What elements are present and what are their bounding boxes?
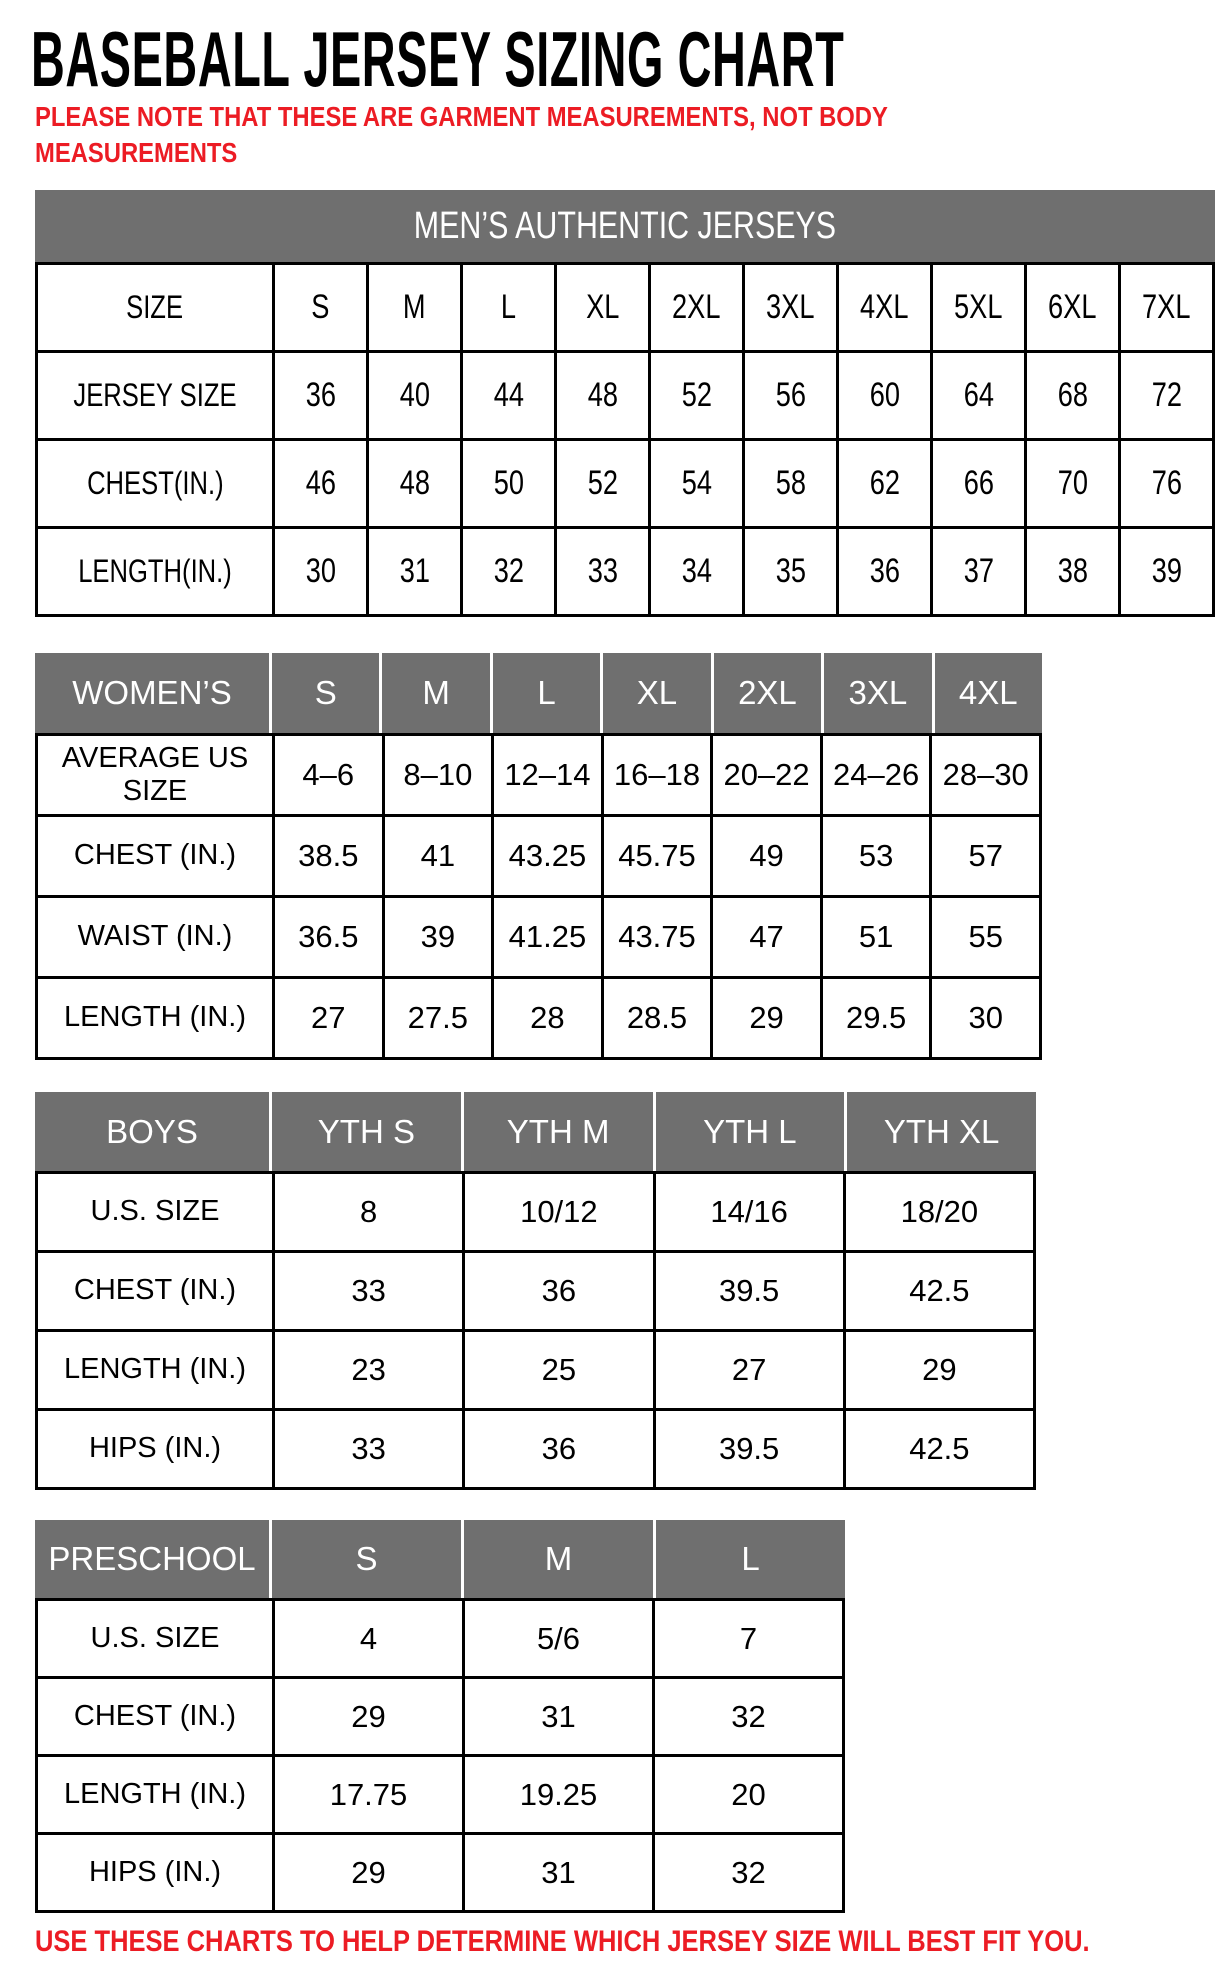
value-cell: 39.5 [656, 1253, 843, 1329]
header-cell: S [272, 1520, 461, 1598]
header-cell: 4XL [935, 653, 1042, 733]
value-cell: 30 [275, 529, 366, 614]
value-cell: XL [557, 265, 648, 350]
value-cell: 55 [932, 898, 1039, 976]
value-cell: 8–10 [385, 736, 492, 814]
value-cell: 19.25 [465, 1757, 652, 1832]
value-cell: M [369, 265, 460, 350]
value-cell: 56 [745, 353, 836, 438]
value-cell: 34 [651, 529, 742, 614]
row-label-cell: U.S. SIZE [38, 1601, 272, 1676]
value-cell: 41 [385, 817, 492, 895]
value-cell: 10/12 [465, 1174, 652, 1250]
boys-table-body [35, 1171, 1036, 1490]
header-cell: YTH M [464, 1092, 653, 1171]
row-label-cell: CHEST(IN.) [38, 441, 272, 526]
value-cell: 45.75 [604, 817, 711, 895]
value-cell: 38.5 [275, 817, 382, 895]
value-cell: 38 [1027, 529, 1118, 614]
row-label-cell: CHEST (IN.) [38, 1679, 272, 1754]
value-cell: 48 [557, 353, 648, 438]
value-cell: 30 [932, 979, 1039, 1057]
page-title [31, 15, 1220, 103]
row-label-cell: AVERAGE US SIZE [38, 736, 272, 814]
header-cell: XL [603, 653, 710, 733]
value-cell: 27 [275, 979, 382, 1057]
value-cell: 18/20 [846, 1174, 1033, 1250]
value-cell: 4–6 [275, 736, 382, 814]
value-cell: L [463, 265, 554, 350]
value-cell: 29.5 [823, 979, 930, 1057]
value-cell: 58 [745, 441, 836, 526]
value-cell: 33 [557, 529, 648, 614]
table-title-cell: WOMEN’S [35, 653, 269, 733]
value-cell: 39 [385, 898, 492, 976]
value-cell: 33 [275, 1411, 462, 1487]
value-cell: 54 [651, 441, 742, 526]
womens-sizing-table [35, 653, 1042, 1060]
value-cell: 7 [655, 1601, 842, 1676]
value-cell: 51 [823, 898, 930, 976]
value-cell: 16–18 [604, 736, 711, 814]
value-cell: 52 [557, 441, 648, 526]
header-cell: L [656, 1520, 845, 1598]
value-cell: 31 [465, 1679, 652, 1754]
value-cell: 32 [655, 1835, 842, 1910]
table-title-cell: MEN’S AUTHENTIC JERSEYS [35, 190, 1215, 262]
value-cell: 52 [651, 353, 742, 438]
row-label-cell: LENGTH(IN.) [38, 529, 272, 614]
value-cell: 36 [465, 1253, 652, 1329]
value-cell: 20 [655, 1757, 842, 1832]
header-cell: 3XL [824, 653, 931, 733]
value-cell: 49 [713, 817, 820, 895]
value-cell: 27 [656, 1332, 843, 1408]
value-cell: 76 [1121, 441, 1212, 526]
value-cell: 29 [275, 1835, 462, 1910]
value-cell: 28.5 [604, 979, 711, 1057]
value-cell: 36 [839, 529, 930, 614]
value-cell: 41.25 [494, 898, 601, 976]
value-cell: 17.75 [275, 1757, 462, 1832]
value-cell: 14/16 [656, 1174, 843, 1250]
value-cell: 25 [465, 1332, 652, 1408]
value-cell: 4 [275, 1601, 462, 1676]
garment-note-line-2: MEASUREMENTS [35, 137, 238, 168]
row-label-cell: JERSEY SIZE [38, 353, 272, 438]
value-cell: 2XL [651, 265, 742, 350]
value-cell: 72 [1121, 353, 1212, 438]
value-cell: 36 [275, 353, 366, 438]
table-title-cell: BOYS [35, 1092, 269, 1171]
header-cell: S [272, 653, 379, 733]
value-cell: 39 [1121, 529, 1212, 614]
value-cell: 64 [933, 353, 1024, 438]
value-cell: 40 [369, 353, 460, 438]
value-cell: 39.5 [656, 1411, 843, 1487]
value-cell: 50 [463, 441, 554, 526]
value-cell: 8 [275, 1174, 462, 1250]
row-label-cell: WAIST (IN.) [38, 898, 272, 976]
value-cell: 20–22 [713, 736, 820, 814]
value-cell: 47 [713, 898, 820, 976]
boys-table-header-row [35, 1092, 1036, 1171]
value-cell: 33 [275, 1253, 462, 1329]
value-cell: 37 [933, 529, 1024, 614]
header-cell: L [493, 653, 600, 733]
garment-note [35, 99, 1038, 171]
value-cell: 31 [369, 529, 460, 614]
table-title-cell: PRESCHOOL [35, 1520, 269, 1598]
value-cell: 32 [463, 529, 554, 614]
value-cell: 23 [275, 1332, 462, 1408]
value-cell: 46 [275, 441, 366, 526]
value-cell: 5XL [933, 265, 1024, 350]
boys-sizing-table [35, 1092, 1036, 1490]
preschool-table-header-row [35, 1520, 845, 1598]
row-label-cell: HIPS (IN.) [38, 1411, 272, 1487]
header-cell: YTH L [656, 1092, 845, 1171]
value-cell: 62 [839, 441, 930, 526]
value-cell: 7XL [1121, 265, 1212, 350]
mens-sizing-table [35, 190, 1215, 617]
value-cell: 42.5 [846, 1411, 1033, 1487]
value-cell: 57 [932, 817, 1039, 895]
value-cell: 60 [839, 353, 930, 438]
row-label-cell: LENGTH (IN.) [38, 979, 272, 1057]
value-cell: 32 [655, 1679, 842, 1754]
value-cell: 29 [846, 1332, 1033, 1408]
row-label-cell: HIPS (IN.) [38, 1835, 272, 1910]
row-label-cell: CHEST (IN.) [38, 817, 272, 895]
row-label-cell: CHEST (IN.) [38, 1253, 272, 1329]
value-cell: 43.25 [494, 817, 601, 895]
row-label-cell: SIZE [38, 265, 272, 350]
value-cell: 12–14 [494, 736, 601, 814]
value-cell: 68 [1027, 353, 1118, 438]
value-cell: 3XL [745, 265, 836, 350]
value-cell: 31 [465, 1835, 652, 1910]
mens-table-header-row [35, 190, 1215, 262]
row-label-cell: LENGTH (IN.) [38, 1332, 272, 1408]
header-cell: YTH XL [847, 1092, 1036, 1171]
value-cell: 28 [494, 979, 601, 1057]
garment-note-line-1: PLEASE NOTE THAT THESE ARE GARMENT MEASUREMENTS, NOT BODY [35, 101, 888, 132]
page-title-text: BASEBALL JERSEY SIZING CHART [31, 15, 845, 103]
value-cell: 36 [465, 1411, 652, 1487]
value-cell: 42.5 [846, 1253, 1033, 1329]
header-cell: M [464, 1520, 653, 1598]
value-cell: 70 [1027, 441, 1118, 526]
value-cell: 35 [745, 529, 836, 614]
value-cell: 5/6 [465, 1601, 652, 1676]
value-cell: 48 [369, 441, 460, 526]
mens-table-body [35, 262, 1215, 617]
preschool-table-body [35, 1598, 845, 1913]
header-cell: 2XL [714, 653, 821, 733]
value-cell: 28–30 [932, 736, 1039, 814]
value-cell: 24–26 [823, 736, 930, 814]
value-cell: 66 [933, 441, 1024, 526]
row-label-cell: U.S. SIZE [38, 1174, 272, 1250]
header-cell: YTH S [272, 1092, 461, 1171]
value-cell: 53 [823, 817, 930, 895]
womens-table-header-row [35, 653, 1042, 733]
fit-note: USE THESE CHARTS TO HELP DETERMINE WHICH JERSEY SIZE WILL BEST FIT YOU. [35, 1925, 1090, 1958]
value-cell: 43.75 [604, 898, 711, 976]
value-cell: 44 [463, 353, 554, 438]
value-cell: 36.5 [275, 898, 382, 976]
preschool-sizing-table [35, 1520, 845, 1913]
value-cell: 29 [275, 1679, 462, 1754]
value-cell: 29 [713, 979, 820, 1057]
header-cell: M [382, 653, 489, 733]
womens-table-body [35, 733, 1042, 1060]
value-cell: 4XL [839, 265, 930, 350]
row-label-cell: LENGTH (IN.) [38, 1757, 272, 1832]
value-cell: 27.5 [385, 979, 492, 1057]
value-cell: S [275, 265, 366, 350]
value-cell: 6XL [1027, 265, 1118, 350]
